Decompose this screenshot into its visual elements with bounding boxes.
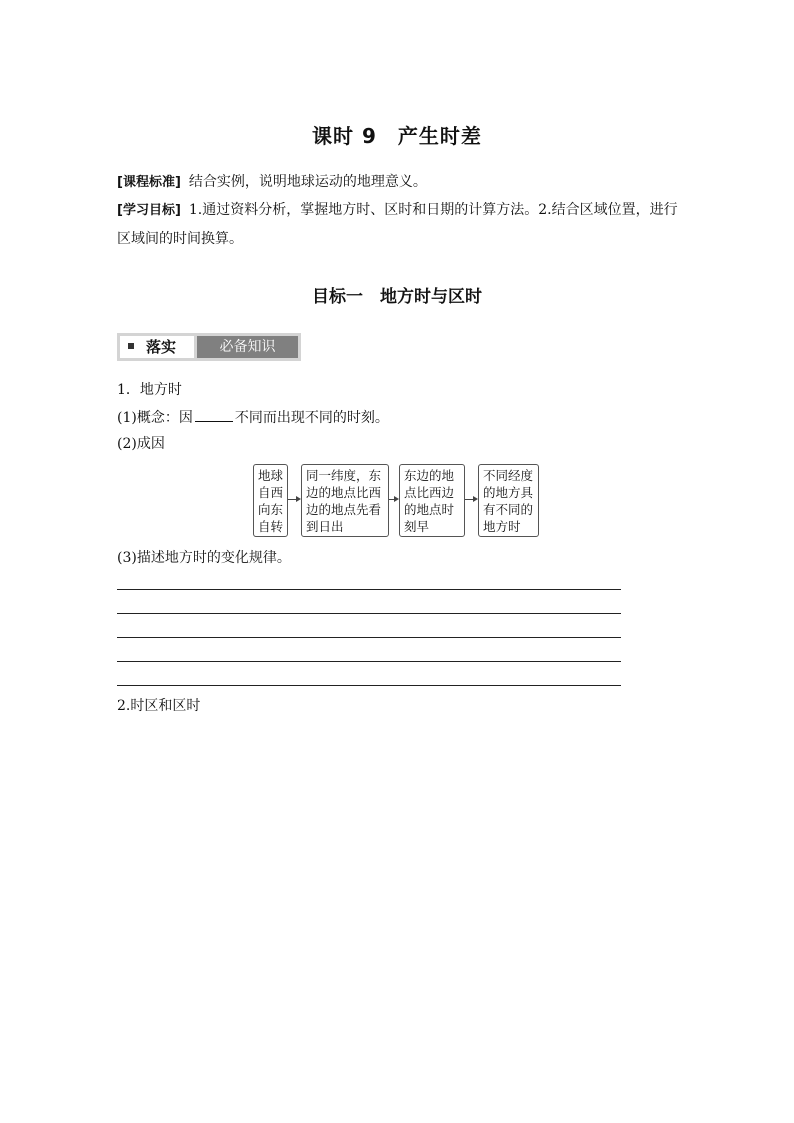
flow-box-2: 同一纬度，东边的地点比西边的地点先看到日出: [301, 464, 389, 537]
section-banner: [117, 333, 301, 361]
answer-line[interactable]: [117, 661, 621, 662]
section-title: 目标一 地方时与区时: [312, 287, 482, 307]
fill-blank[interactable]: [195, 407, 233, 422]
item2-heading: 2.时区和区时: [117, 698, 201, 714]
course-standard-text: 结合实例，说明地球运动的地理意义。: [188, 174, 427, 190]
flow-box-4: 不同经度的地方具有不同的地方时: [478, 464, 539, 537]
course-standard: [117, 168, 687, 197]
answer-line[interactable]: [117, 589, 621, 590]
arrow-icon: [465, 499, 476, 500]
flow-box-3: 东边的地点比西边的地点时刻早: [399, 464, 465, 537]
banner-left-label: 落实: [146, 338, 177, 356]
banner-left: [120, 336, 194, 358]
answer-line[interactable]: [117, 685, 621, 686]
arrow-icon: [288, 499, 299, 500]
learning-goals: [117, 196, 687, 253]
item1-heading: 1．地方时: [117, 382, 182, 398]
page-title: 课时 9 产生时差: [312, 124, 482, 148]
banner-right: 必备知识: [197, 336, 298, 358]
concept-suffix: 不同而出现不同的时刻。: [234, 410, 389, 426]
describe-question: (3)描述地方时的变化规律。: [117, 550, 291, 566]
answer-line[interactable]: [117, 637, 621, 638]
concept-line: [117, 407, 389, 428]
arrow-icon: [389, 499, 397, 500]
concept-prefix: (1)概念：因: [117, 410, 193, 426]
square-icon: [128, 343, 134, 349]
course-standard-tag: [课程标准]: [117, 175, 181, 190]
learning-goals-tag: [学习目标]: [117, 203, 181, 218]
learning-goals-text: 1.通过资料分析，掌握地方时、区时和日期的计算方法。2.结合区域位置，进行区域间的时间换算。: [117, 202, 678, 247]
flow-box-1: 地球自西向东自转: [253, 464, 288, 537]
answer-line[interactable]: [117, 613, 621, 614]
cause-label: (2)成因: [117, 436, 165, 452]
